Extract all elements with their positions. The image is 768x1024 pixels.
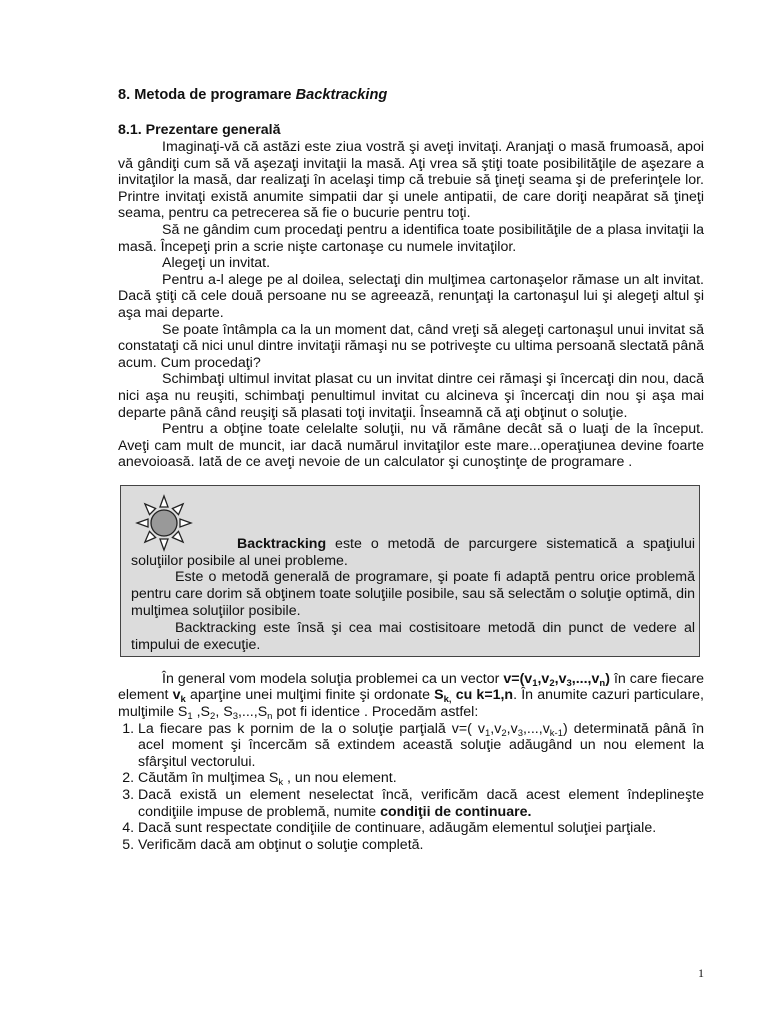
paragraph-second: Pentru a-l alege pe al doilea, selectaţi din mulţimea cartonaşelor rămase un alt invitat. Dacă ştiţi că cele două persoane nu se agreează, renunţaţi la cartonaşul lui şi alegeţi altul şi aşa mai departe.	[118, 271, 704, 321]
subsection-heading: 8.1. Prezentare generală	[118, 122, 281, 138]
list-item: 1. La fiecare pas k pornim de la o soluţie parţială v=( $v_1,v_2,v_3,...,v_{k-1}$) determinată până în acel moment şi încercăm să extindem această soluţie adăugând un nou element la sfârşitul vectorului.	[138, 721, 704, 771]
definition-callout	[120, 485, 700, 657]
paragraph-all-solutions: Pentru a obţine toate celelalte soluţii, nu vă rămâne decât să o luaţi de la început. Aveţi cam mult de muncit, iar dacă numărul invitaţilor este mare...operaţiunea devine foarte anevoioasă. Iată de ce aveţi nevoie de un calculator şi cunoştinţe de programare .	[118, 421, 704, 471]
heading-italic: Backtracking	[295, 87, 388, 103]
list-item: 3. Dacă există un element neselectat încă, verificăm dacă acest element îndeplineşte condiţiile impuse de problemă, numite condiţii de continuare.	[138, 787, 704, 820]
paragraph-conflict: Se poate întâmpla ca la un moment dat, când vreţi să alegeţi cartonaşul unui invitat să constataţi că nici unul dintre invitaţii rămaşi nu se potriveşte cu ultima persoană slectată până acum. Cum procedaţi?	[118, 321, 704, 371]
list-item: 2. Căutăm în mulţimea $S_k$ , un nou element.	[138, 770, 704, 787]
callout-general: Este o metodă generală de programare, şi poate fi adaptă pentru orice problemă pentru care dorim să obţinem toate soluţiile posibile, sau să selectăm o soluţie optimă, din mulţimea soluţiilor posibile.	[131, 569, 695, 620]
callout-cost: Backtracking este însă şi cea mai costisitoare metodă din punct de vedere al timpului de execuţie.	[131, 619, 695, 653]
callout-definition: Backtracking este o metodă de parcurgere sistematică a spaţiului soluţiilor posibile al unei probleme.	[131, 535, 695, 569]
list-item: 5. Verificăm dacă am obţinut o soluţie completă.	[138, 837, 704, 854]
document-page	[118, 86, 704, 853]
steps-list	[118, 721, 704, 854]
page-number: 1	[698, 966, 704, 980]
set-sk: $S_{k,}$ cu k=1,n	[434, 687, 514, 706]
paragraph-intro: Imaginaţi-vă că astăzi este ziua vostră şi aveţi invitaţi. Aranjaţi o masă frumoasă, apoi vă gândiţi cum să vă aşezaţi invitaţii la masă. Aţi vrea să ştiţi toate posibilităţile de aşezare a invitaţilor la masă, dar realizaţi în acelaşi timp că trebuie să ţineţi seama şi de preferinţele lor. Printre invitaţi există anumite simpatii dar şi unele antipatii, de care doriţi neapărat să ţineţi seama, pentru ca petrecerea să fie o bucurie pentru toţi.	[118, 139, 704, 222]
paragraph-swap: Schimbaţi ultimul invitat plasat cu un invitat dintre cei rămaşi şi încercaţi din nou, dacă nici aşa nu reuşiti, schimbaţi penultimul invitat cu alcineva şi încercaţi din nou şi aşa mai departe până când reuşiţi să plasati toţi invitaţii. Înseamnă că aţi obţinut o soluţie.	[118, 371, 704, 421]
vector-notation: $v=(v_1,v_2,v_3,...,v_n)$	[503, 670, 610, 689]
continuation-conditions: condiţii de continuare.	[380, 803, 532, 820]
paragraph-model: În general vom modela soluţia problemei ca un vector $v=(v_1,v_2,v_3,...,v_n)$ în care fiecare element $v_k$ aparţine unei mulţimi finite şi ordonate $S_{k,}$ cu k=1,n. În anumite cazuri particulare, mulţimile $S_1$ $,S_2$, $S_3,...,S_n$ pot fi identice . Procedăm astfel:	[118, 670, 704, 723]
element-vk: $v_k$	[172, 687, 186, 706]
paragraph-choose: Alegeţi un invitat.	[162, 255, 271, 272]
paragraph-identify: Să ne gândim cum procedaţi pentru a identifica toate posibilităţile de a plasa invitaţii la masă. Începeţi prin a scrie nişte cartonaşe cu numele invitaţilor.	[118, 221, 704, 255]
section-heading: 8. Metoda de programare Backtracking	[118, 87, 388, 103]
callout-text	[131, 536, 695, 654]
list-item: 4. Dacă sunt respectate condiţiile de continuare, adăugăm elementul soluţiei parţiale.	[138, 820, 704, 837]
